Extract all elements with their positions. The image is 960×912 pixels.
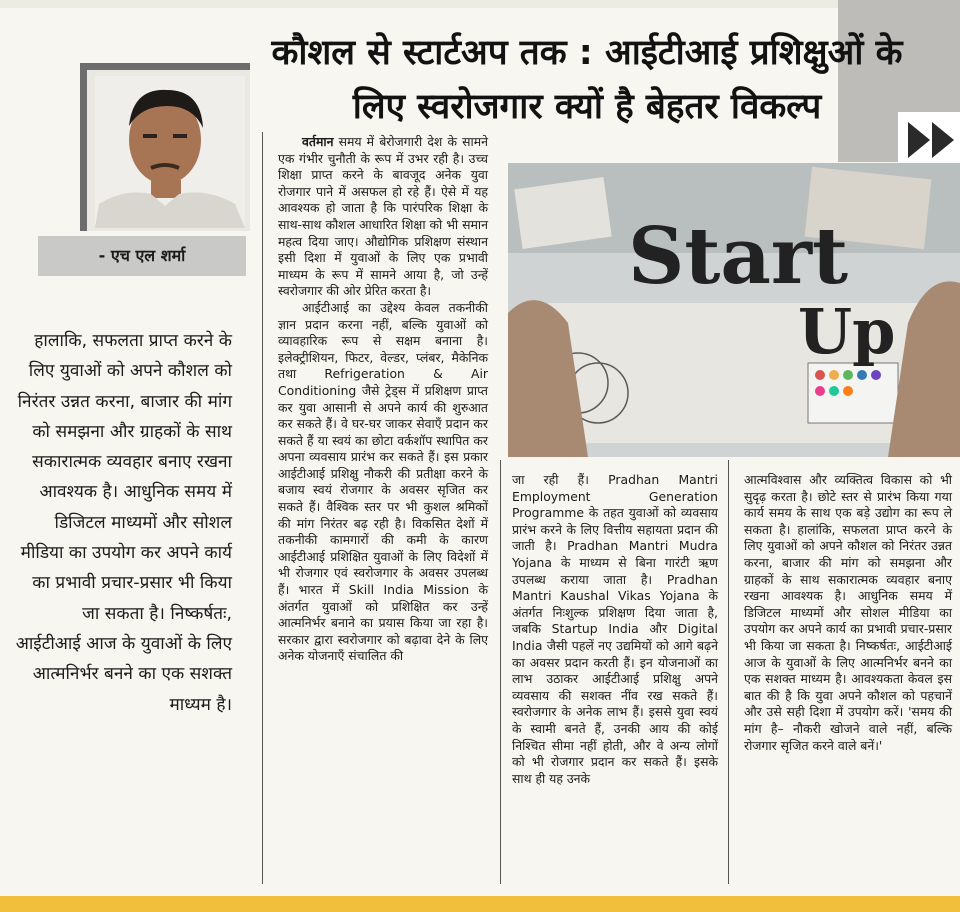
lead-word: वर्तमान <box>302 134 334 149</box>
image-word-up: Up <box>798 295 896 368</box>
portrait-image <box>95 76 245 228</box>
article-column-3: आत्मविश्वास और व्यक्तित्व विकास को भी सुदृढ़ करता है। छोटे स्तर से प्रारंभ किया गया कार्य समय के साथ एक बड़े उद्योग का रूप ले सकता है। हालांकि, सफलता प्राप्त करने के लिए युवाओं को अपने कौशल को निरंतर उन्नत करना, बाजार की मांग को समझना और ग्राहकों के साथ सकारात्मक व्यवहार बनाए रखना आवश्यक है। आधुनिक समय में डिजिटल माध्यमों और सोशल मीडिया का उपयोग कर अपने कार्य का प्रभावी प्रचार-प्रसार भी किया जा सकता है। निष्कर्षतः, आईटीआई आज के युवाओं के लिए आत्मनिर्भर बनने का एक सशक्त माध्यम है। आवश्यकता केवल इस बात की है कि युवा अपने कौशल को पहचानें और उसे सही दिशा में उपयोग करें। 'समय की मांग है– नौकरी खोजने वाले नहीं, बल्कि रोजगार सृजित करने वाले बनें।' <box>744 472 952 753</box>
fast-forward-badge[interactable] <box>898 112 960 168</box>
article-column-1 <box>278 134 488 665</box>
headline: कौशल से स्टार्टअप तक : आईटीआई प्रशिक्षुओं के लिए स्वरोजगार क्यों है बेहतर विकल्प <box>271 33 903 127</box>
paragraph <box>278 134 488 300</box>
image-word-start: Start <box>628 211 849 302</box>
pull-quote: हालाकि, सफलता प्राप्त करने के लिए युवाओं को अपने कौशल को निरंतर उन्नत करना, बाजार की मांग को समझना और ग्राहकों के साथ सकारात्मक व्यवहार बनाए रखना आवश्यक है। आधुनिक समय में डिजिटल माध्यमों और सोशल मीडिया का उपयोग कर अपने कार्य का प्रभावी प्रचार-प्रसार भी किया जा सकता है। निष्कर्षतः, आईटीआई आज के युवाओं के लिए आत्मनिर्भर बनने का एक सशक्त माध्यम है। <box>15 331 232 715</box>
column-divider <box>262 132 263 884</box>
startup-illustration <box>508 163 960 457</box>
top-edge <box>0 0 960 8</box>
author-byline: - एच एल शर्मा <box>38 236 246 276</box>
article-column-2: जा रही हैं। Pradhan Mantri Employment Generation Programme के तहत युवाओं को व्यवसाय प्रारंभ करने के लिए वित्तीय सहायता प्रदान की जाती है। Pradhan Mantri Mudra Yojana के माध्यम से बिना गारंटी ऋण उपलब्ध कराया जाता है। Pradhan Mantri Kaushal Vikas Yojana के अंतर्गत निःशुल्क प्रशिक्षण दिया जाता है, जबकि Startup India और Digital India जैसी पहलें नए उद्यमियों को आगे बढ़ने का अवसर प्रदान करती हैं। इन योजनाओं का लाभ उठाकर आईटीआई प्रशिक्षु अपने व्यवसाय की सशक्त नींव रख सकते हैं। स्वरोजगार के अनेक लाभ हैं। इससे युवा स्वयं के स्वामी बनते हैं, उनकी आय की कोई निश्चित सीमा नहीं होती, और वे अन्य लोगों को भी रोजगार प्रदान कर सकते हैं। इसके साथ ही यह उनके <box>512 472 718 786</box>
column-divider <box>500 460 501 884</box>
author-photo <box>80 63 250 231</box>
paragraph: आईटीआई का उद्देश्य केवल तकनीकी ज्ञान प्रदान करना नहीं, बल्कि युवाओं को व्यावहारिक रूप से सक्षम बनाना है। इलेक्ट्रीशियन, फिटर, वेल्डर, प्लंबर, मैकेनिक तथा Refrigeration & Air Conditioning जैसे ट्रेड्स में प्रशिक्षण प्राप्त कर युवा आसानी से अपने कार्य की शुरुआत कर सकते हैं। वे घर-घर जाकर सेवाएँ प्रदान कर सकते हैं या स्वयं का छोटा वर्कशॉप स्थापित कर अपना व्यवसाय प्रारंभ कर सकते हैं। इस प्रकार आईटीआई प्रशिक्षु नौकरी की प्रतीक्षा करने के बजाय स्वयं रोजगार के अवसर सृजित कर सकते हैं। वैश्विक स्तर पर भी कुशल श्रमिकों की मांग निरंतर बढ़ रही है। विकसित देशों में तकनीकी कामगारों की कमी के कारण आईटीआई प्रशिक्षित युवाओं के लिए विदेशों में भी रोजगार एवं स्वरोजगार के अवसर उपलब्ध हैं। भारत में Skill India Mission के अंतर्गत युवाओं को प्रशिक्षित कर उन्हें आत्मनिर्भर बनाने का प्रयास किया जा रहा है। सरकार द्वारा स्वरोजगार को बढ़ावा देने के लिए अनेक योजनाएँ संचालित की <box>278 299 488 664</box>
column-divider <box>728 460 729 884</box>
bottom-accent-band <box>0 896 960 912</box>
paragraph-text: समय में बेरोजगारी देश के सामने एक गंभीर चुनौती के रूप में उभर रही है। उच्च शिक्षा प्राप्त करने के बावजूद अनेक युवा रोजगार पाने में असफल हो रहे हैं। ऐसे में यह आवश्यक हो जाता है कि पारंपरिक शिक्षा के साथ-साथ कौशल आधारित शिक्षा को भी समान महत्व दिया जाए। औद्योगिक प्रशिक्षण संस्थान इसी दिशा में युवाओं के लिए एक प्रभावी माध्यम के रूप में सामने आया है, जो उन्हें स्वरोजगार की ओर प्रेरित करता है। <box>278 134 488 299</box>
fast-forward-icon <box>904 120 960 160</box>
